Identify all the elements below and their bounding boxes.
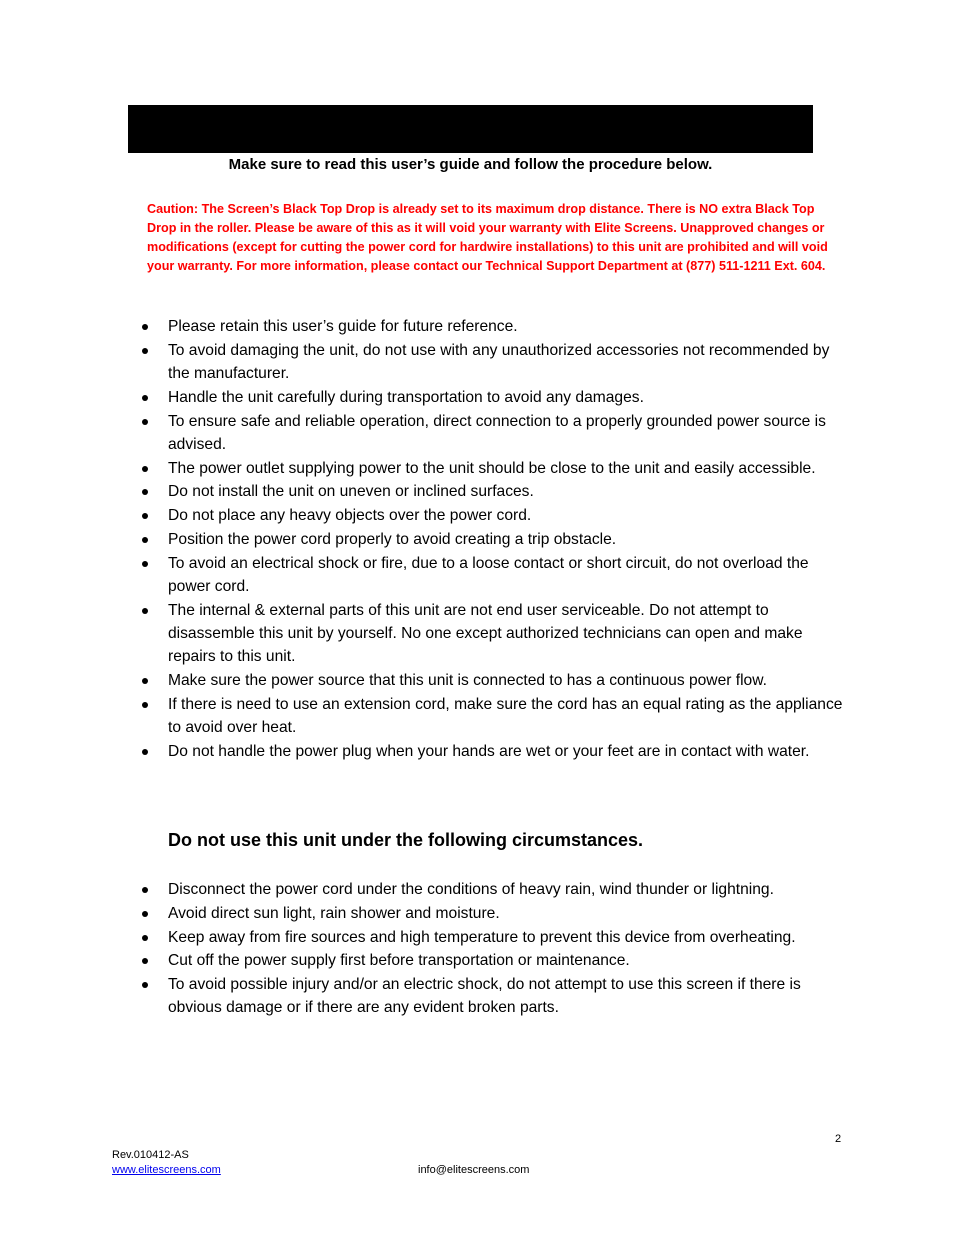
list-item-text: Keep away from fire sources and high temperature to prevent this device from overheating.: [168, 928, 796, 946]
list-item-text: Make sure the power source that this unit is connected to has a continuous power flow.: [168, 671, 767, 689]
bullet-icon: [142, 911, 148, 917]
revision-label: Rev.010412-AS: [112, 1149, 189, 1161]
list-item-text: Do not install the unit on uneven or inclined surfaces.: [168, 483, 534, 501]
list-item: [0, 339, 843, 385]
bullet-icon: [142, 324, 148, 330]
list-item: [0, 599, 843, 669]
bullet-icon: [142, 982, 148, 988]
list-item: [0, 669, 843, 692]
list-item: [0, 386, 843, 409]
bullet-icon: [142, 935, 148, 941]
list-item: [0, 504, 843, 527]
section-heading: Do not use this unit under the following circumstances.: [168, 830, 644, 850]
list-item: [0, 878, 843, 901]
list-item: [0, 902, 843, 925]
bullet-icon: [142, 466, 148, 472]
list-item: [0, 528, 843, 551]
list-item-text: To avoid damaging the unit, do not use with any unauthorized accessories not recommended by the manufacturer.: [168, 341, 830, 382]
circumstances-list: [0, 878, 843, 1020]
bullet-icon: [142, 348, 148, 354]
list-item: [0, 949, 843, 972]
list-item-text: Please retain this user’s guide for future reference.: [168, 318, 518, 335]
list-item-text: To ensure safe and reliable operation, direct connection to a properly grounded power source is advised.: [168, 412, 826, 453]
bullet-icon: [142, 419, 148, 425]
bullet-icon: [142, 608, 148, 614]
email-address: info@elitescreens.com: [418, 1164, 530, 1176]
list-item: [0, 973, 843, 1019]
bullet-icon: [142, 395, 148, 401]
list-item: [0, 740, 843, 763]
list-item-text: Cut off the power supply first before transportation or maintenance.: [168, 952, 630, 970]
list-item-text: Avoid direct sun light, rain shower and moisture.: [168, 904, 500, 922]
bullet-icon: [142, 958, 148, 964]
list-item-text: Disconnect the power cord under the conditions of heavy rain, wind thunder or lightning.: [168, 881, 774, 898]
list-item-text: Do not place any heavy objects over the power cord.: [168, 507, 532, 525]
list-item: [0, 410, 843, 456]
caution-notice: Caution: The Screen’s Black Top Drop is already set to its maximum drop distance. There is NO extra Black Top Drop in the roller. Please be aware of this as it will void your warranty with Elite Screens. Unapproved changes or modifications (except for cutting the power cord for hardwire installations) to this unit are prohibited and will void your warranty. For more information, please contact our Technical Support Department at (877) 511-1211 Ext. 604.: [147, 202, 828, 273]
bullet-icon: [142, 513, 148, 519]
list-item-text: The power outlet supplying power to the unit should be close to the unit and easily accessible.: [168, 459, 816, 477]
list-item: [0, 457, 843, 480]
intro-text: Make sure to read this user’s guide and follow the procedure below.: [228, 156, 713, 173]
list-item-text: If there is need to use an extension cord, make sure the cord has an equal rating as the appliance to avoid over heat.: [168, 695, 843, 736]
list-item: [0, 552, 843, 598]
bullet-icon: [142, 749, 148, 755]
bullet-icon: [142, 537, 148, 543]
list-item-text: The internal & external parts of this unit are not end user serviceable. Do not attempt to disassemble this unit by yourself. No one except authorized technicians can open and make repairs to this unit.: [168, 601, 803, 666]
bullet-icon: [142, 489, 148, 495]
bullet-icon: [142, 561, 148, 567]
safety-list: [0, 315, 843, 764]
bullet-icon: [142, 678, 148, 684]
page-number: 2: [835, 1133, 842, 1145]
list-item: [0, 315, 843, 338]
bullet-icon: [142, 702, 148, 708]
list-item-text: To avoid an electrical shock or fire, due to a loose contact or short circuit, do not overload the power cord.: [168, 554, 809, 595]
list-item: [0, 926, 843, 949]
list-item: [0, 693, 843, 739]
list-item-text: To avoid possible injury and/or an electric shock, do not attempt to use this screen if there is obvious damage or if there are any evident broken parts.: [168, 976, 801, 1017]
list-item-text: Position the power cord properly to avoid creating a trip obstacle.: [168, 530, 617, 548]
bullet-icon: [142, 887, 148, 893]
list-item: [0, 480, 843, 503]
list-item-text: Handle the unit carefully during transportation to avoid any damages.: [168, 388, 644, 406]
website-link[interactable]: www.elitescreens.com: [112, 1164, 221, 1176]
list-item-text: Do not handle the power plug when your hands are wet or your feet are in contact with water.: [168, 742, 810, 760]
header-banner: [128, 105, 813, 153]
